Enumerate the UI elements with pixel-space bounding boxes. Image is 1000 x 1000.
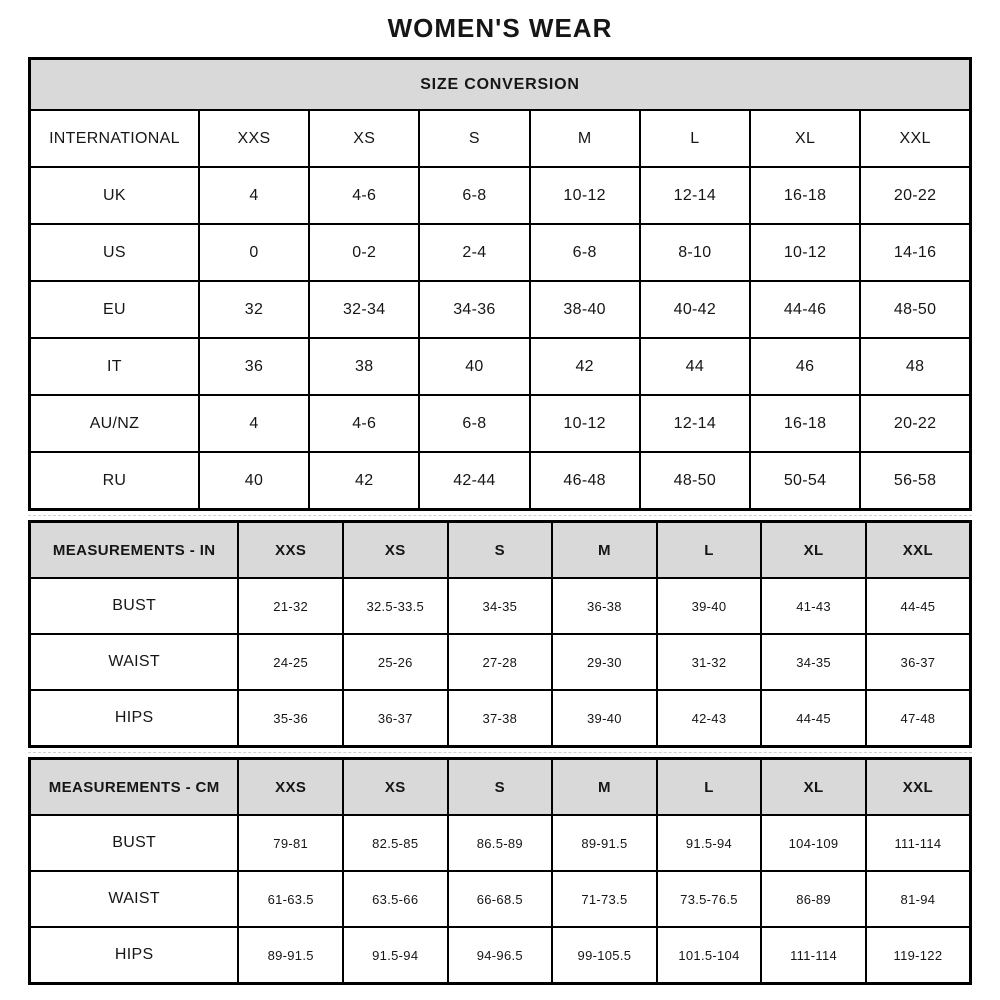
it-s-cell: 40 xyxy=(419,338,529,395)
waist-l-cell: 73.5-76.5 xyxy=(657,871,762,927)
size-conversion-col-international: INTERNATIONAL xyxy=(30,110,199,167)
eu-xs-cell: 32-34 xyxy=(309,281,419,338)
region-label-eu: EU xyxy=(30,281,199,338)
it-m-cell: 42 xyxy=(530,338,640,395)
ru-xxs-cell: 40 xyxy=(199,452,309,510)
table-row xyxy=(30,871,971,927)
page-title: WOMEN'S WEAR xyxy=(387,13,613,43)
region-label-uk: UK xyxy=(30,167,199,224)
measurements-in-col-xs: XS xyxy=(343,522,448,579)
waist-xl-cell: 34-35 xyxy=(761,634,866,690)
measurements-in-col-xl: XL xyxy=(761,522,866,579)
bust-xxl-cell: 44-45 xyxy=(866,578,971,634)
measurements-cm-col-xxl: XXL xyxy=(866,759,971,816)
bust-m-cell: 36-38 xyxy=(552,578,657,634)
au-nz-s-cell: 6-8 xyxy=(419,395,529,452)
us-s-cell: 2-4 xyxy=(419,224,529,281)
uk-l-cell: 12-14 xyxy=(640,167,750,224)
uk-xxl-cell: 20-22 xyxy=(860,167,970,224)
au-nz-l-cell: 12-14 xyxy=(640,395,750,452)
size-conversion-col-xl: XL xyxy=(750,110,860,167)
it-xxl-cell: 48 xyxy=(860,338,970,395)
measurements-in-col-m: M xyxy=(552,522,657,579)
uk-s-cell: 6-8 xyxy=(419,167,529,224)
eu-l-cell: 40-42 xyxy=(640,281,750,338)
au-nz-xxl-cell: 20-22 xyxy=(860,395,970,452)
waist-m-cell: 29-30 xyxy=(552,634,657,690)
table-row xyxy=(30,110,971,167)
hips-xxl-cell: 119-122 xyxy=(866,927,971,984)
hips-xxs-cell: 35-36 xyxy=(238,690,343,747)
bust-s-cell: 34-35 xyxy=(448,578,553,634)
measurements-cm-col-l: L xyxy=(657,759,762,816)
hips-xl-cell: 111-114 xyxy=(761,927,866,984)
us-l-cell: 8-10 xyxy=(640,224,750,281)
us-m-cell: 6-8 xyxy=(530,224,640,281)
waist-xxl-cell: 36-37 xyxy=(866,634,971,690)
measure-label-hips: HIPS xyxy=(30,690,239,747)
region-label-ru: RU xyxy=(30,452,199,510)
waist-xl-cell: 86-89 xyxy=(761,871,866,927)
bust-xl-cell: 104-109 xyxy=(761,815,866,871)
table-row xyxy=(30,395,971,452)
it-xl-cell: 46 xyxy=(750,338,860,395)
table-row xyxy=(30,224,971,281)
us-xs-cell: 0-2 xyxy=(309,224,419,281)
waist-xxl-cell: 81-94 xyxy=(866,871,971,927)
eu-s-cell: 34-36 xyxy=(419,281,529,338)
table-row xyxy=(30,452,971,510)
table-divider xyxy=(28,511,972,520)
measure-label-waist: WAIST xyxy=(30,871,239,927)
table-row xyxy=(30,927,971,984)
bust-xs-cell: 82.5-85 xyxy=(343,815,448,871)
waist-s-cell: 27-28 xyxy=(448,634,553,690)
eu-xxl-cell: 48-50 xyxy=(860,281,970,338)
region-label-au-nz: AU/NZ xyxy=(30,395,199,452)
uk-xxs-cell: 4 xyxy=(199,167,309,224)
hips-s-cell: 37-38 xyxy=(448,690,553,747)
waist-s-cell: 66-68.5 xyxy=(448,871,553,927)
table-divider xyxy=(28,748,972,757)
au-nz-xl-cell: 16-18 xyxy=(750,395,860,452)
ru-l-cell: 48-50 xyxy=(640,452,750,510)
measurements-in-col-s: S xyxy=(448,522,553,579)
table-row xyxy=(30,522,971,579)
table-row xyxy=(30,759,971,816)
measurements-cm-table xyxy=(28,757,972,985)
uk-m-cell: 10-12 xyxy=(530,167,640,224)
hips-xs-cell: 36-37 xyxy=(343,690,448,747)
measurements-in-col-l: L xyxy=(657,522,762,579)
bust-xxs-cell: 21-32 xyxy=(238,578,343,634)
table-row xyxy=(30,578,971,634)
measurements-in-header: MEASUREMENTS - IN xyxy=(30,522,239,579)
eu-xl-cell: 44-46 xyxy=(750,281,860,338)
size-conversion-col-s: S xyxy=(419,110,529,167)
ru-xs-cell: 42 xyxy=(309,452,419,510)
hips-xl-cell: 44-45 xyxy=(761,690,866,747)
hips-l-cell: 101.5-104 xyxy=(657,927,762,984)
au-nz-xs-cell: 4-6 xyxy=(309,395,419,452)
bust-xxs-cell: 79-81 xyxy=(238,815,343,871)
ru-m-cell: 46-48 xyxy=(530,452,640,510)
measurements-in-col-xxs: XXS xyxy=(238,522,343,579)
table-row xyxy=(30,281,971,338)
measurements-cm-header: MEASUREMENTS - CM xyxy=(30,759,239,816)
eu-m-cell: 38-40 xyxy=(530,281,640,338)
hips-xs-cell: 91.5-94 xyxy=(343,927,448,984)
us-xxs-cell: 0 xyxy=(199,224,309,281)
size-conversion-col-xxl: XXL xyxy=(860,110,970,167)
hips-xxl-cell: 47-48 xyxy=(866,690,971,747)
measurements-cm-col-s: S xyxy=(448,759,553,816)
hips-s-cell: 94-96.5 xyxy=(448,927,553,984)
bust-xs-cell: 32.5-33.5 xyxy=(343,578,448,634)
uk-xs-cell: 4-6 xyxy=(309,167,419,224)
waist-xs-cell: 63.5-66 xyxy=(343,871,448,927)
size-conversion-col-xs: XS xyxy=(309,110,419,167)
bust-l-cell: 91.5-94 xyxy=(657,815,762,871)
hips-xxs-cell: 89-91.5 xyxy=(238,927,343,984)
size-conversion-col-xxs: XXS xyxy=(199,110,309,167)
waist-l-cell: 31-32 xyxy=(657,634,762,690)
measure-label-bust: BUST xyxy=(30,578,239,634)
waist-xxs-cell: 61-63.5 xyxy=(238,871,343,927)
table-row xyxy=(30,634,971,690)
measurements-cm-col-xxs: XXS xyxy=(238,759,343,816)
size-conversion-table xyxy=(28,57,972,511)
bust-l-cell: 39-40 xyxy=(657,578,762,634)
au-nz-xxs-cell: 4 xyxy=(199,395,309,452)
size-conversion-col-l: L xyxy=(640,110,750,167)
table-row xyxy=(30,338,971,395)
measurements-cm-col-xl: XL xyxy=(761,759,866,816)
table-row xyxy=(30,167,971,224)
measure-label-bust: BUST xyxy=(30,815,239,871)
table-row xyxy=(30,690,971,747)
hips-m-cell: 99-105.5 xyxy=(552,927,657,984)
measurements-cm-col-m: M xyxy=(552,759,657,816)
size-conversion-col-m: M xyxy=(530,110,640,167)
uk-xl-cell: 16-18 xyxy=(750,167,860,224)
it-xxs-cell: 36 xyxy=(199,338,309,395)
measure-label-waist: WAIST xyxy=(30,634,239,690)
it-xs-cell: 38 xyxy=(309,338,419,395)
bust-xxl-cell: 111-114 xyxy=(866,815,971,871)
hips-m-cell: 39-40 xyxy=(552,690,657,747)
region-label-us: US xyxy=(30,224,199,281)
bust-xl-cell: 41-43 xyxy=(761,578,866,634)
measurements-in-col-xxl: XXL xyxy=(866,522,971,579)
waist-xs-cell: 25-26 xyxy=(343,634,448,690)
au-nz-m-cell: 10-12 xyxy=(530,395,640,452)
us-xl-cell: 10-12 xyxy=(750,224,860,281)
table-row xyxy=(30,815,971,871)
measurements-in-table xyxy=(28,520,972,748)
ru-xxl-cell: 56-58 xyxy=(860,452,970,510)
bust-m-cell: 89-91.5 xyxy=(552,815,657,871)
eu-xxs-cell: 32 xyxy=(199,281,309,338)
us-xxl-cell: 14-16 xyxy=(860,224,970,281)
bust-s-cell: 86.5-89 xyxy=(448,815,553,871)
hips-l-cell: 42-43 xyxy=(657,690,762,747)
it-l-cell: 44 xyxy=(640,338,750,395)
ru-s-cell: 42-44 xyxy=(419,452,529,510)
size-conversion-header: SIZE CONVERSION xyxy=(30,59,971,111)
waist-m-cell: 71-73.5 xyxy=(552,871,657,927)
region-label-it: IT xyxy=(30,338,199,395)
waist-xxs-cell: 24-25 xyxy=(238,634,343,690)
measurements-cm-col-xs: XS xyxy=(343,759,448,816)
measure-label-hips: HIPS xyxy=(30,927,239,984)
ru-xl-cell: 50-54 xyxy=(750,452,860,510)
table-row xyxy=(30,59,971,111)
